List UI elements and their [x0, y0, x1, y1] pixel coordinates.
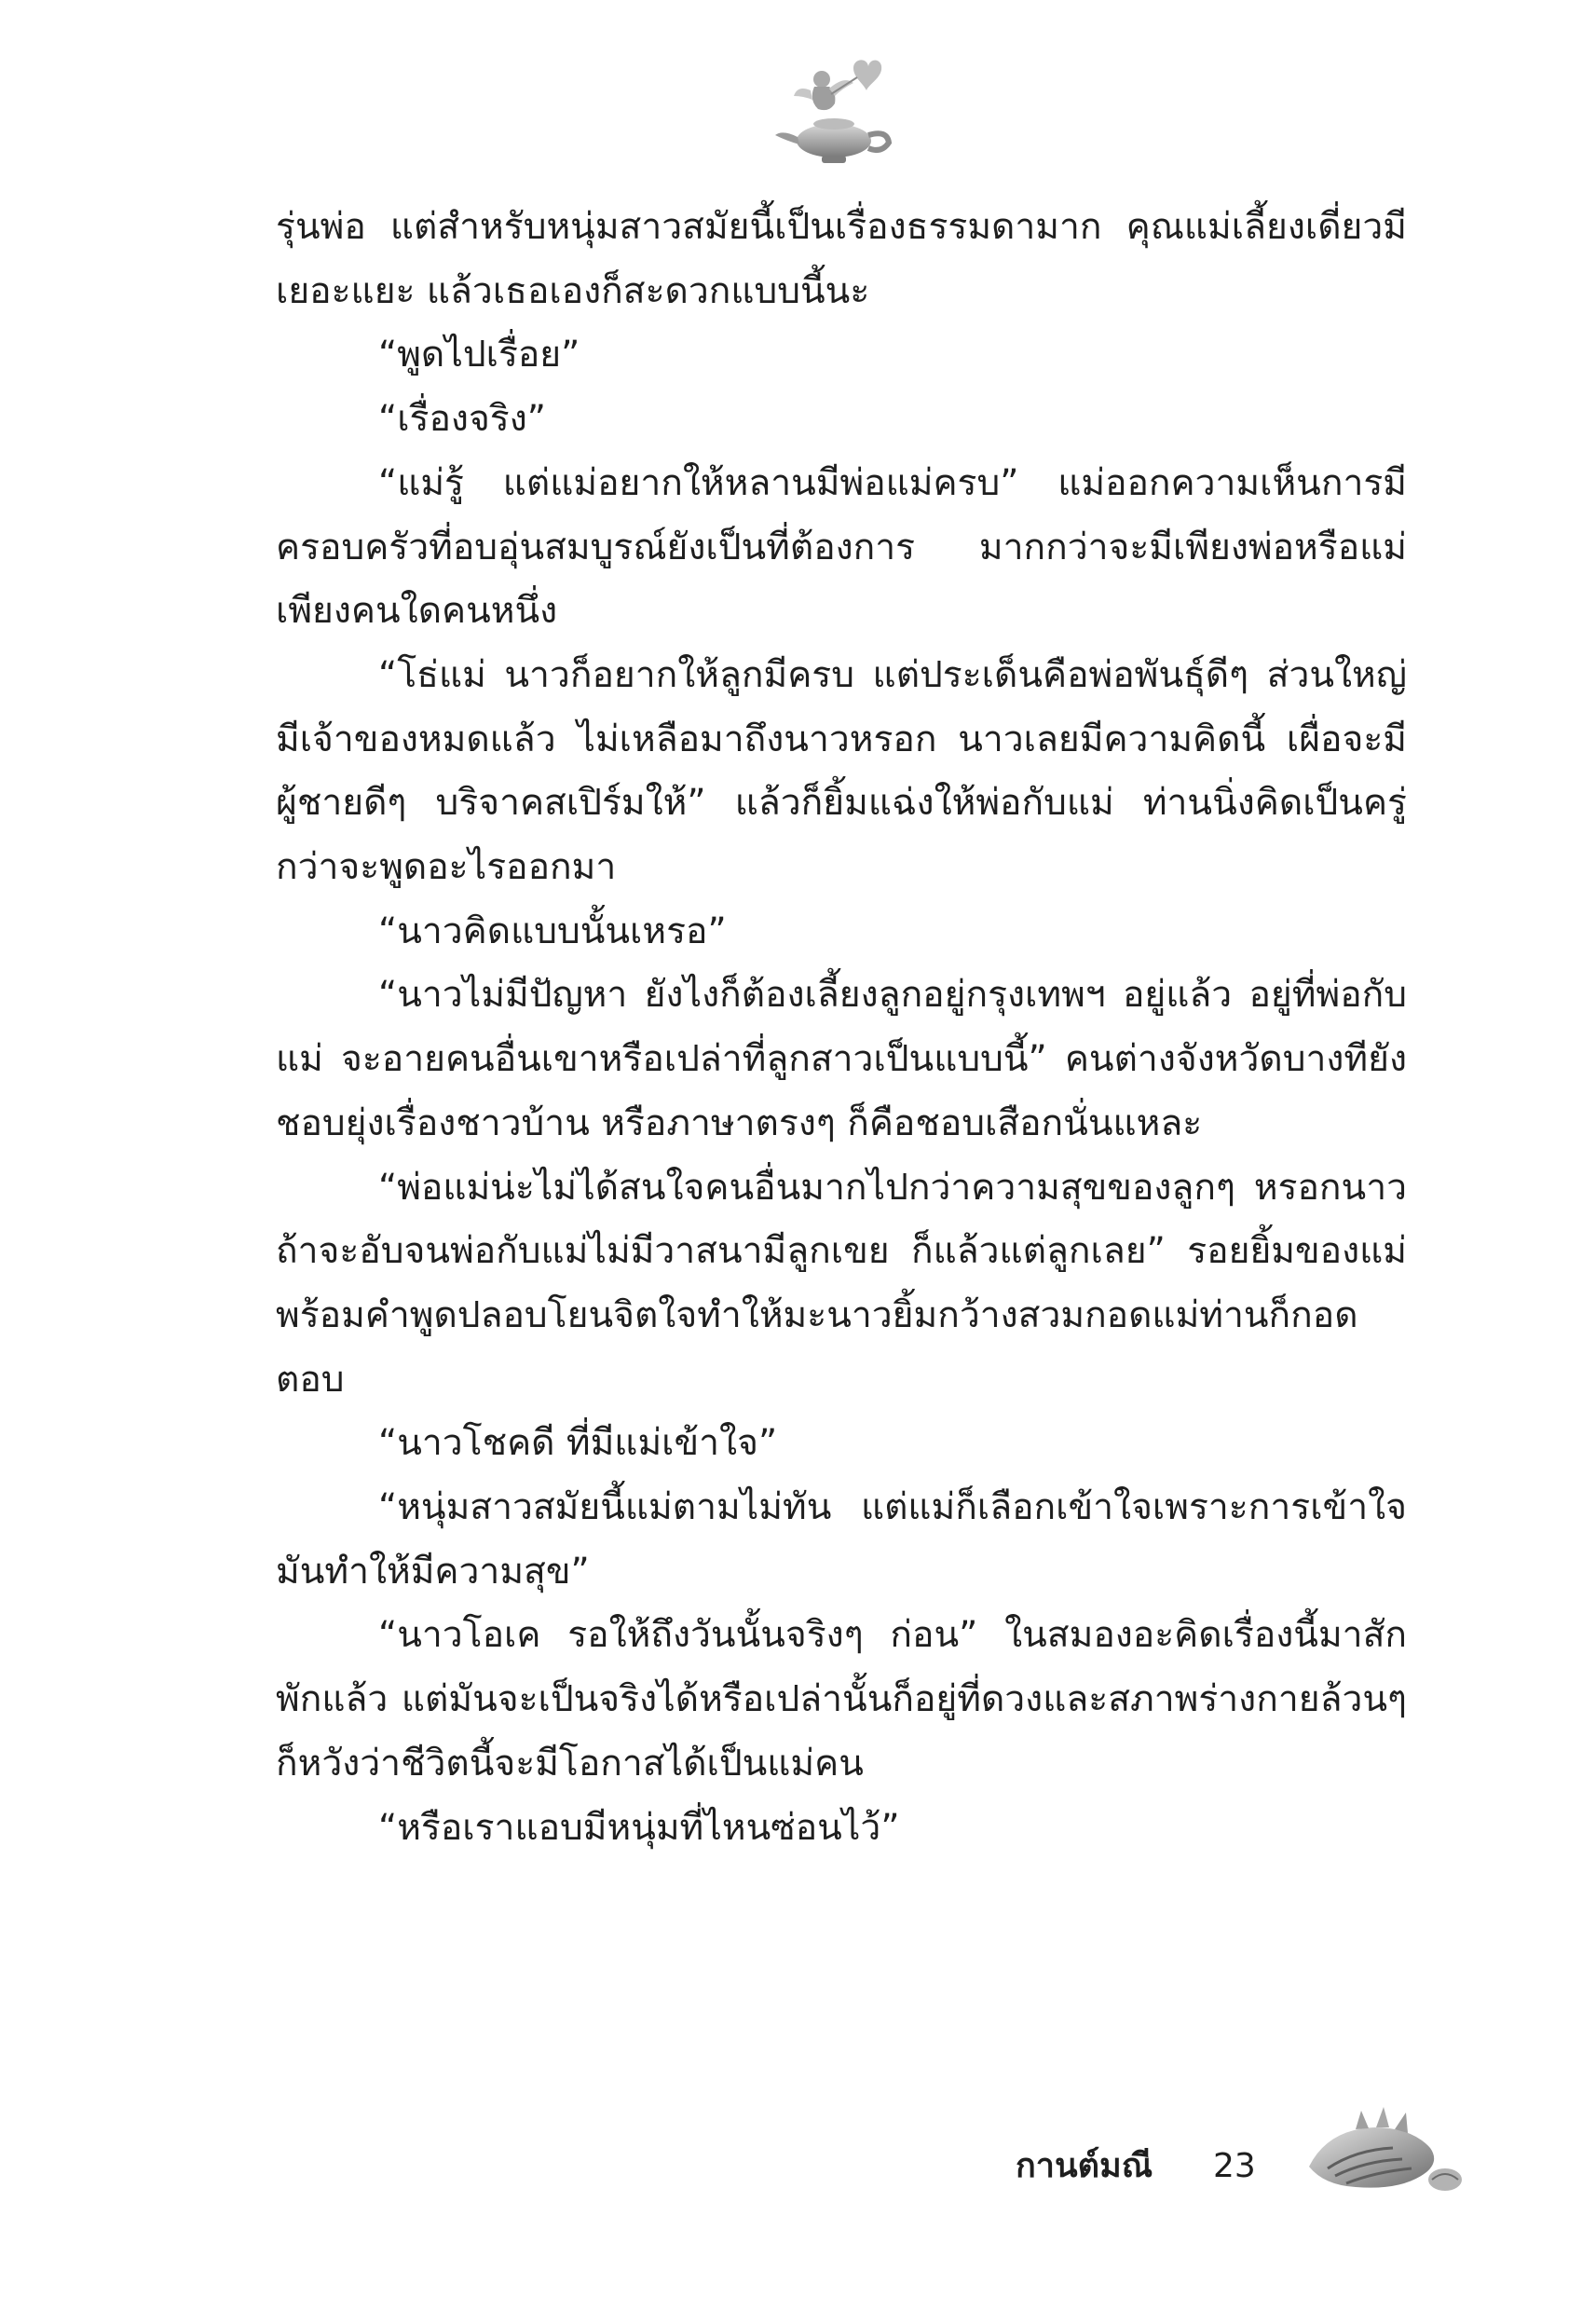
paragraph: “นาวไม่มีปัญหา ยังไงก็ต้องเลี้ยงลูกอยู่กรุงเทพฯ อยู่แล้ว อยู่ที่พ่อกับแม่ จะอายคนอื่นเขาหรือเปล่าที่ลูกสาวเป็นแบบนี้” คนต่างจังหวัดบางทียังชอบยุ่งเรื่องชาวบ้าน หรือภาษาตรงๆ ก็คือชอบเสือกนั่นแหละ	[276, 974, 1407, 1144]
paragraph: “เรื่องจริง”	[378, 398, 546, 441]
paragraph: “หรือเราแอบมีหนุ่มที่ไหนซ่อนไว้”	[378, 1806, 900, 1849]
paragraph: “นาวโอเค รอให้ถึงวันนั้นจริงๆ ก่อน” ในสมองอะคิดเรื่องนี้มาสักพักแล้ว แต่มันจะเป็นจริงได้หรือเปล่านั้นก็อยู่ที่ดวงและสภาพร่างกายล้วนๆ ก็หวังว่าชีวิตนี้จะมีโอกาสได้เป็นแม่คน	[276, 1614, 1407, 1785]
paragraph: “แม่รู้ แต่แม่อยากให้หลานมีพ่อแม่ครบ” แม่ออกความเห็นการมีครอบครัวที่อบอุ่นสมบูรณ์ยังเป็นที่ต้องการ มากกว่าจะมีเพียงพ่อหรือแม่เพียงคนใดคนหนึ่ง	[276, 461, 1407, 633]
seashell-ornament-icon	[1290, 2101, 1467, 2204]
cupid-teapot-ornament-icon	[764, 51, 904, 172]
running-footer-title: กานต์มณี	[1016, 2147, 1153, 2185]
paragraph: “นาวคิดแบบนั้นเหรอ”	[378, 909, 727, 952]
paragraph: “พ่อแม่น่ะไม่ได้สนใจคนอื่นมากไปกว่าความสุขของลูกๆ หรอกนาว ถ้าจะอับจนพ่อกับแม่ไม่มีวาสนามีลูกเขย ก็แล้วแต่ลูกเลย” รอยยิ้มของแม่พร้อมคำพูดปลอบโยนจิตใจทำให้มะนาวยิ้มกว้างสวมกอดแม่ท่านก็กอดตอบ	[276, 1166, 1407, 1401]
paragraph: “โธ่แม่ นาวก็อยากให้ลูกมีครบ แต่ประเด็นคือพ่อพันธุ์ดีๆ ส่วนใหญ่มีเจ้าของหมดแล้ว ไม่เหลือมาถึงนาวหรอก นาวเลยมีความคิดนี้ เผื่อจะมีผู้ชายดีๆ บริจาคสเปิร์มให้” แล้วก็ยิ้มแฉ่งให้พ่อกับแม่ ท่านนิ่งคิดเป็นครู่กว่าจะพูดอะไรออกมา	[276, 653, 1407, 889]
paragraph: “นาวโชคดี ที่มีแม่เข้าใจ”	[378, 1422, 778, 1465]
page-number: 23	[1213, 2147, 1256, 2185]
paragraph: “หนุ่มสาวสมัยนี้แม่ตามไม่ทัน แต่แม่ก็เลือกเข้าใจเพราะการเข้าใจมันทำให้มีความสุข”	[276, 1486, 1407, 1593]
body-text	[276, 196, 1407, 1860]
paragraph: รุ่นพ่อ แต่สำหรับหนุ่มสาวสมัยนี้เป็นเรื่องธรรมดามาก คุณแม่เลี้ยงเดี่ยวมีเยอะแยะ แล้วเธอเองก็สะดวกแบบนี้นะ	[276, 206, 1407, 312]
paragraph: “พูดไปเรื่อย”	[378, 334, 580, 376]
